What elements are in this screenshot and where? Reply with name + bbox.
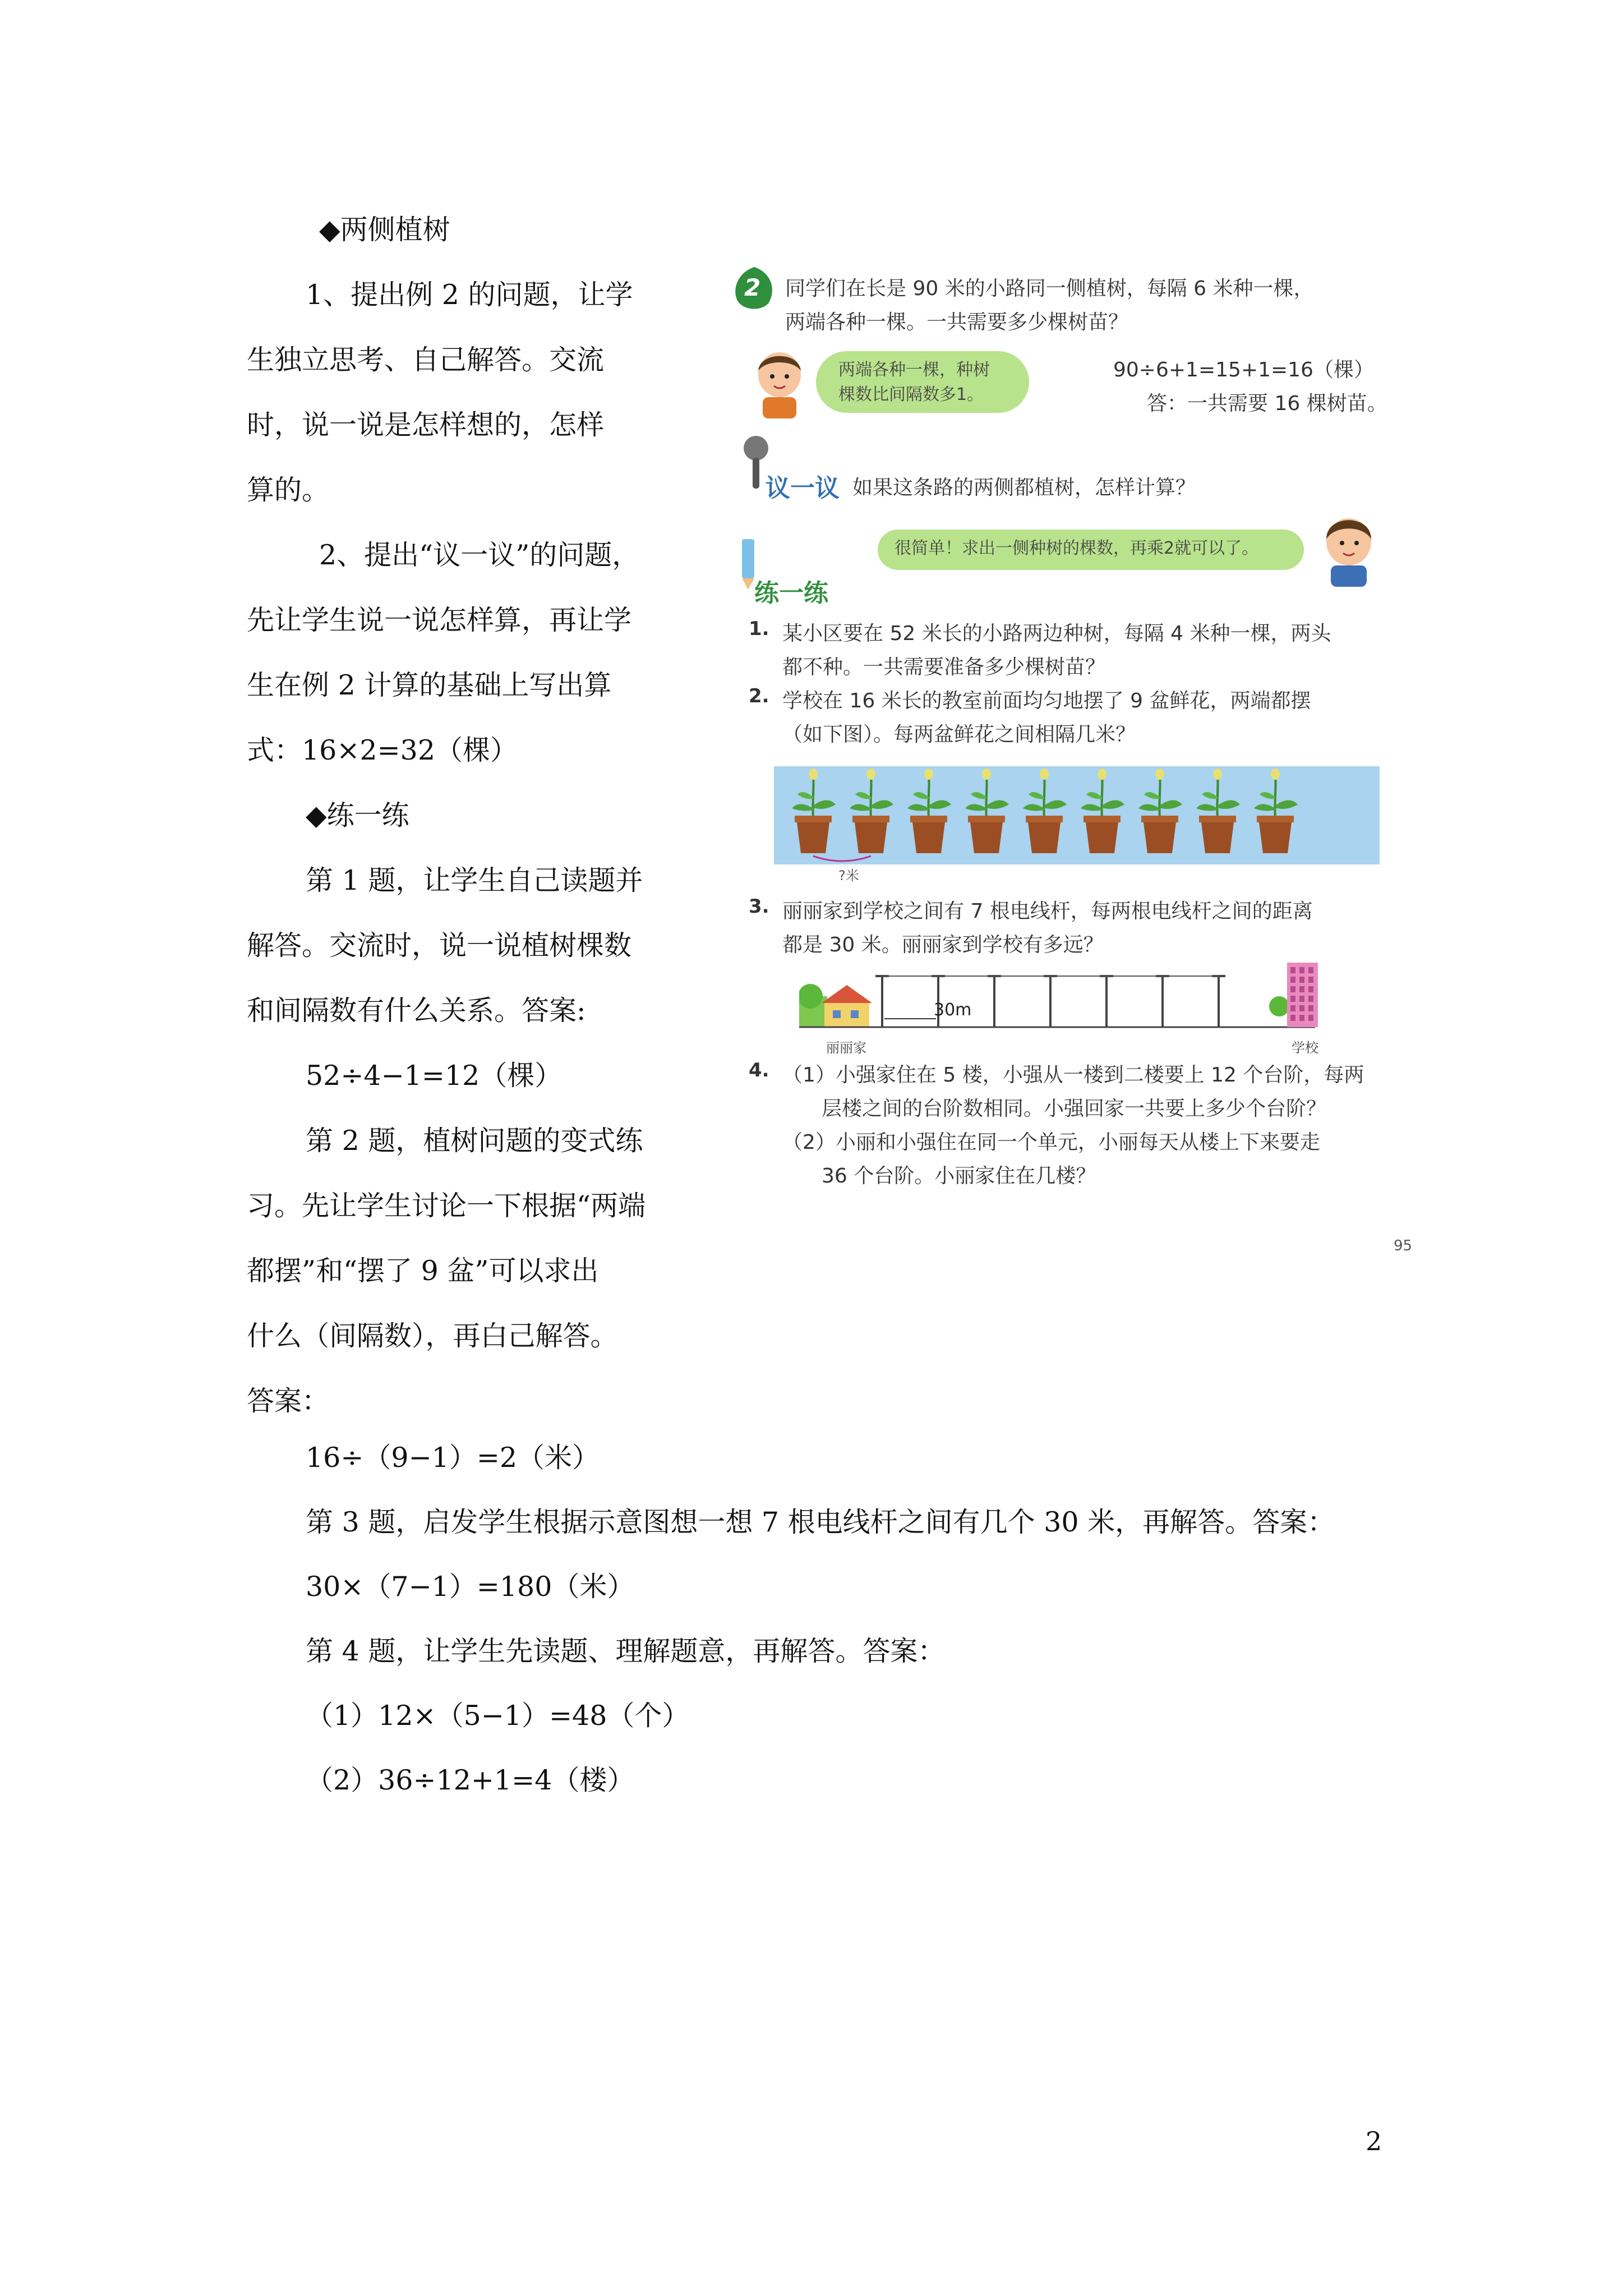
q3-line1: 丽丽家到学校之间有 7 根电线杆，每两根电线杆之间的距离 xyxy=(782,900,1313,923)
example-answer: 答：一共需要 16 棵树苗。 xyxy=(1147,392,1387,415)
q4a-line2: 层楼之间的台阶数相同。小强回家一共要上多少个台阶？ xyxy=(822,1097,1327,1120)
q3-line2: 都是 30 米。丽丽家到学校有多远？ xyxy=(782,933,1104,956)
q1-line2: 都不种。一共需要准备多少棵树苗？ xyxy=(782,656,1106,679)
para-q3: 第 3 题，启发学生根据示意图想一想 7 根电线杆之间有几个 30 米，再解答。答案： xyxy=(306,1506,1335,1538)
discuss-title: 议一议 xyxy=(766,474,840,503)
para-line: 第 2 题，植树问题的变式练 xyxy=(306,1125,643,1157)
para-line: 生在例 2 计算的基础上写出算 xyxy=(247,669,612,701)
school-building-icon xyxy=(1269,963,1318,1027)
para-line: 习。先让学生讨论一下根据“两端 xyxy=(247,1190,646,1222)
para-line: 解答。交流时，说一说植树棵数 xyxy=(247,930,632,961)
discuss-question: 如果这条路的两侧都植树，怎样计算？ xyxy=(852,476,1196,499)
bubble1-line1: 两端各种一棵，种树 xyxy=(838,360,990,380)
boy-character-icon xyxy=(749,346,810,418)
house-icon xyxy=(799,984,872,1027)
para-line: 生独立思考、自己解答。交流 xyxy=(247,344,605,376)
para-line: 时，说一说是怎样想的，怎样 xyxy=(247,409,605,441)
speech-bubble-1 xyxy=(816,351,1029,413)
textbook-figure xyxy=(732,256,1427,1266)
calculation: 90÷6+1=15+1=16（棵） xyxy=(1113,358,1374,381)
q1-line1: 某小区要在 52 米长的小路两边种树，每隔 4 米种一棵，两头 xyxy=(782,622,1331,645)
answer-4b: （2）36÷12+1=4（楼） xyxy=(306,1764,635,1796)
para-line: 1、提出例 2 的问题，让学 xyxy=(306,279,633,311)
utility-pole xyxy=(875,975,889,1027)
q4b-line2: 36 个台阶。小丽家住在几楼？ xyxy=(822,1165,1096,1188)
gap-label: ?米 xyxy=(838,868,859,884)
example-number: 2 xyxy=(744,274,761,301)
utility-pole xyxy=(1100,975,1113,1027)
para-line: 和间隔数有什么关系。答案: xyxy=(247,995,586,1027)
practice-title: 练一练 xyxy=(754,579,828,608)
q2-line1: 学校在 16 米长的教室前面均匀地摆了 9 盆鲜花，两端都摆 xyxy=(782,689,1311,712)
para-line: 2、提出“议一议”的问题， xyxy=(319,539,640,571)
q4a-line1: （1）小强家住在 5 楼，小强从一楼到二楼要上 12 个台阶，每两 xyxy=(782,1064,1364,1087)
flower-pot xyxy=(1196,769,1240,853)
pole-scene xyxy=(799,963,1360,1036)
speech-bubble-2: 很简单！求出一侧种树的棵数，再乘2就可以了。 xyxy=(878,530,1304,570)
utility-pole xyxy=(1156,975,1169,1027)
para-line: 都摆”和“摆了 9 盆”可以求出 xyxy=(247,1255,599,1287)
flower-pot xyxy=(850,769,893,853)
q4b-line1: （2）小丽和小强住在同一个单元，小丽每天从楼上下来要走 xyxy=(782,1131,1320,1154)
para-line: 什么（间隔数），再白己解答。 xyxy=(247,1320,618,1352)
answer-4a: （1）12×（5−1）=48（个） xyxy=(306,1700,690,1732)
para-line: 先让学生说一说怎样算，再让学 xyxy=(247,604,632,636)
page-number: 2 xyxy=(1366,2126,1382,2156)
para-line: 算的。 xyxy=(247,474,330,506)
distance-label: 30m xyxy=(934,1000,972,1020)
flower-pot xyxy=(1138,769,1182,853)
para-line: 答案： xyxy=(247,1385,330,1417)
example-text-line2: 两端各种一棵。一共需要多少棵树苗？ xyxy=(785,311,1129,334)
flower-pot xyxy=(1023,769,1067,853)
flower-pot xyxy=(792,769,836,853)
gap-brace xyxy=(813,856,871,861)
utility-pole xyxy=(1044,975,1057,1027)
boy-character-2-icon xyxy=(1315,508,1382,587)
flower-pots xyxy=(774,766,1380,864)
school-label: 学校 xyxy=(1292,1040,1318,1056)
flower-pot xyxy=(1254,769,1298,853)
flower-pot-scene xyxy=(774,766,1380,864)
para-line: 第 1 题，让学生自己读题并 xyxy=(306,864,643,896)
q3-number: 3. xyxy=(749,895,769,918)
q2-number: 2. xyxy=(749,685,769,707)
utility-pole xyxy=(988,975,1001,1027)
para-q4: 第 4 题，让学生先读题、理解题意，再解答。答案： xyxy=(306,1635,946,1667)
answer-1: 52÷4−1=12（棵） xyxy=(306,1060,562,1092)
flower-pot xyxy=(965,769,1009,853)
bubble1-line2: 棵数比间隔数多1。 xyxy=(838,385,984,404)
answer-2: 16÷（9−1）=2（米） xyxy=(306,1442,600,1474)
heading-practice: ◆练一练 xyxy=(306,799,409,831)
home-label: 丽丽家 xyxy=(826,1040,866,1056)
flower-pot xyxy=(1081,769,1124,853)
para-line: 式：16×2=32（棵） xyxy=(247,734,518,766)
book-page-number: 95 xyxy=(1394,1237,1413,1254)
utility-pole xyxy=(1212,975,1225,1027)
flower-pot xyxy=(907,769,951,853)
heading-two-sides: ◆两侧植树 xyxy=(319,214,450,246)
q2-line2: （如下图）。每两盆鲜花之间相隔几米？ xyxy=(782,723,1136,746)
answer-3: 30×（7−1）=180（米） xyxy=(306,1571,635,1603)
q1-number: 1. xyxy=(749,618,769,640)
example-text-line1: 同学们在长是 90 米的小路同一侧植树，每隔 6 米种一棵， xyxy=(785,277,1314,300)
q4-number: 4. xyxy=(749,1059,769,1082)
